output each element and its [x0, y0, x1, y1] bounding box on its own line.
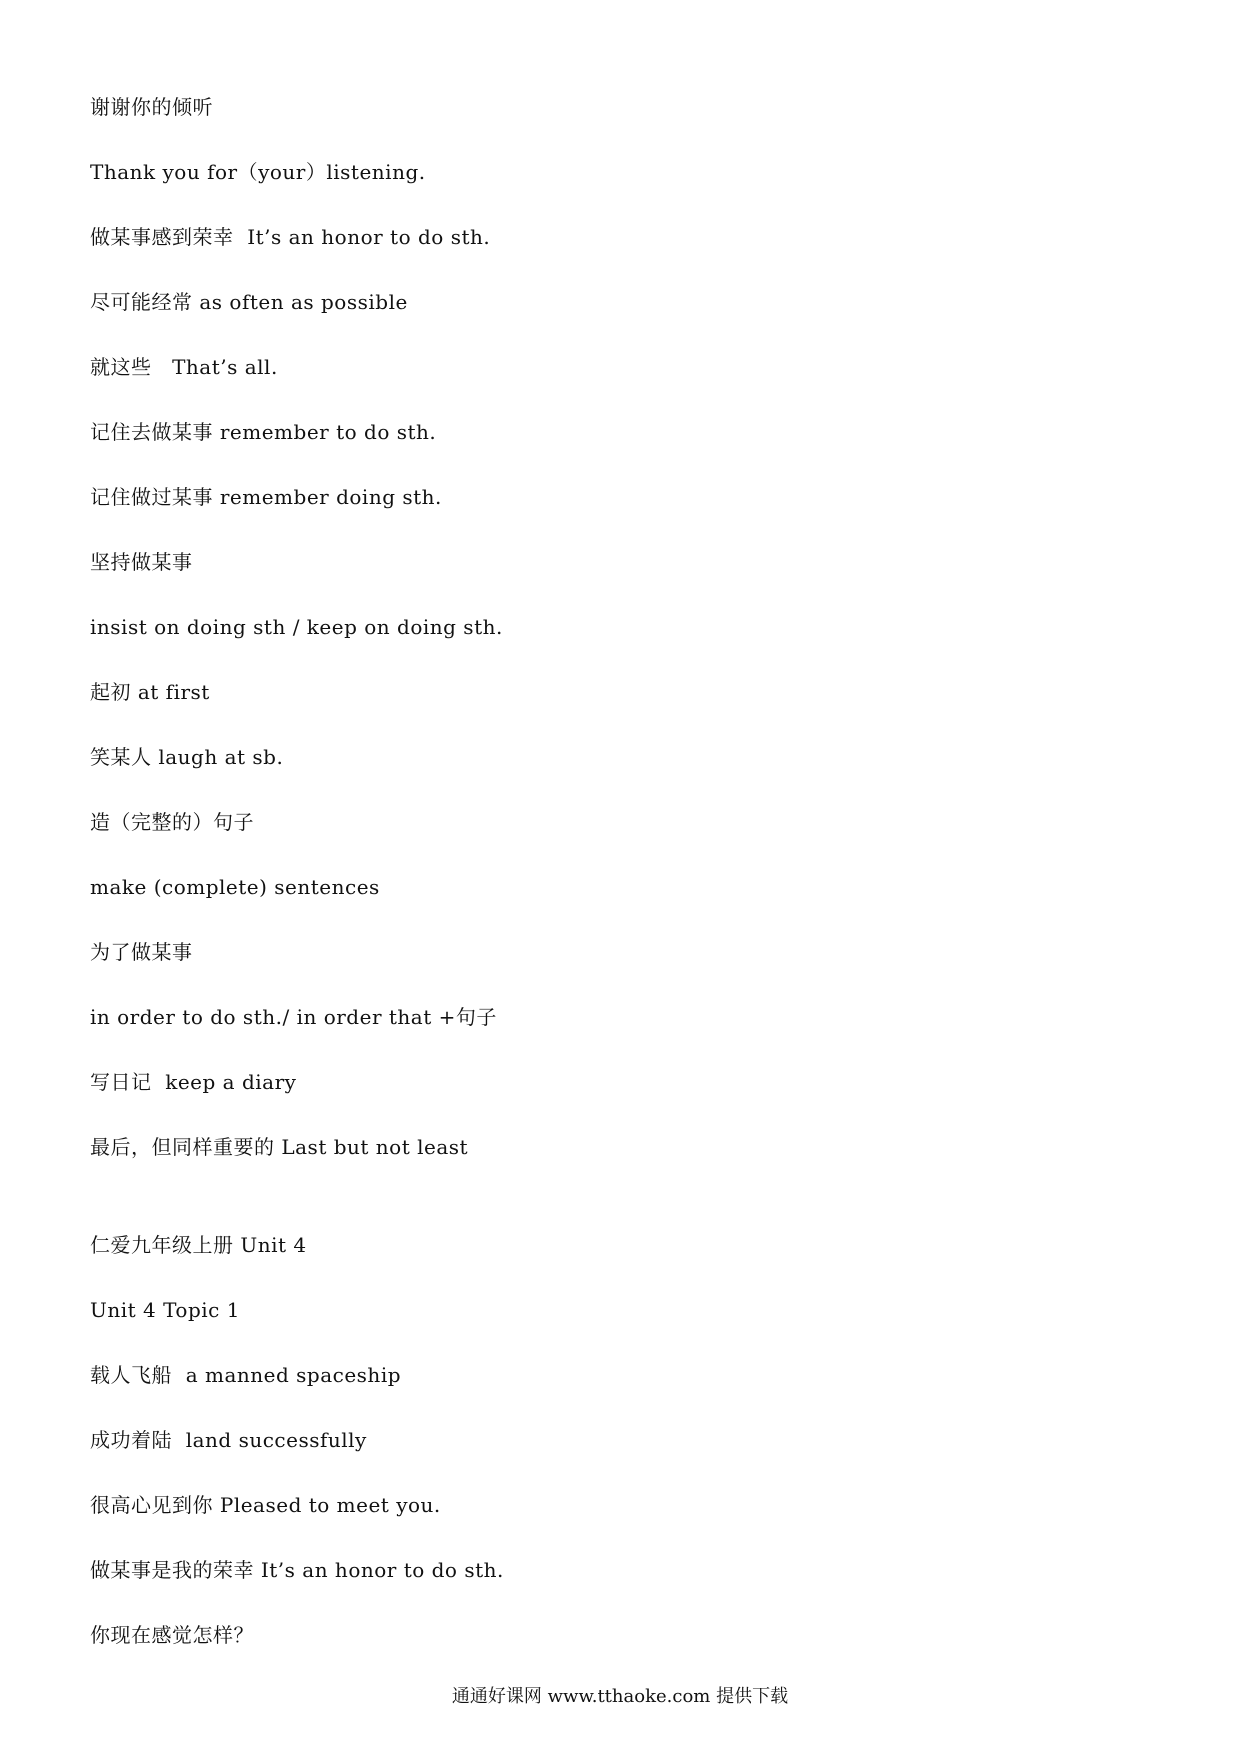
text-body [90, 88, 1150, 1681]
text-line: 写日记 keep a diary [90, 1070, 297, 1094]
text-line: 坚持做某事 [90, 550, 193, 574]
text-line: in order to do sth./ in order that +句子 [90, 1005, 497, 1029]
text-line: 最后，但同样重要的 Last but not least [90, 1135, 469, 1159]
section-subheading: Unit 4 Topic 1 [90, 1298, 240, 1322]
text-line: 你现在感觉怎样？ [90, 1623, 254, 1647]
text-line: 起初 at first [90, 680, 210, 704]
text-line: 就这些 That’s all. [90, 355, 278, 379]
text-line: Thank you for（your）listening. [90, 160, 426, 184]
text-line: 尽可能经常 as often as possible [90, 290, 408, 314]
text-line: 很高心见到你 Pleased to meet you. [90, 1493, 441, 1517]
text-line: 记住去做某事 remember to do sth. [90, 420, 437, 444]
page-footer: 通通好课网 www.tthaoke.com 提供下载 [451, 1686, 789, 1707]
text-line: 笑某人 laugh at sb. [90, 745, 284, 769]
text-line: make (complete) sentences [90, 875, 380, 899]
text-line: 成功着陆 land successfully [90, 1428, 367, 1452]
text-line: 做某事感到荣幸 It’s an honor to do sth. [90, 225, 491, 249]
text-line: 谢谢你的倾听 [90, 95, 213, 119]
text-line: 记住做过某事 remember doing sth. [90, 485, 442, 509]
section-heading: 仁爱九年级上册 Unit 4 [90, 1233, 307, 1257]
text-line: insist on doing sth / keep on doing sth. [90, 615, 503, 639]
text-line: 载人飞船 a manned spaceship [90, 1363, 402, 1387]
text-line: 为了做某事 [90, 940, 193, 964]
text-line: 做某事是我的荣幸 It’s an honor to do sth. [90, 1558, 504, 1582]
text-line: 造（完整的）句子 [90, 810, 254, 834]
